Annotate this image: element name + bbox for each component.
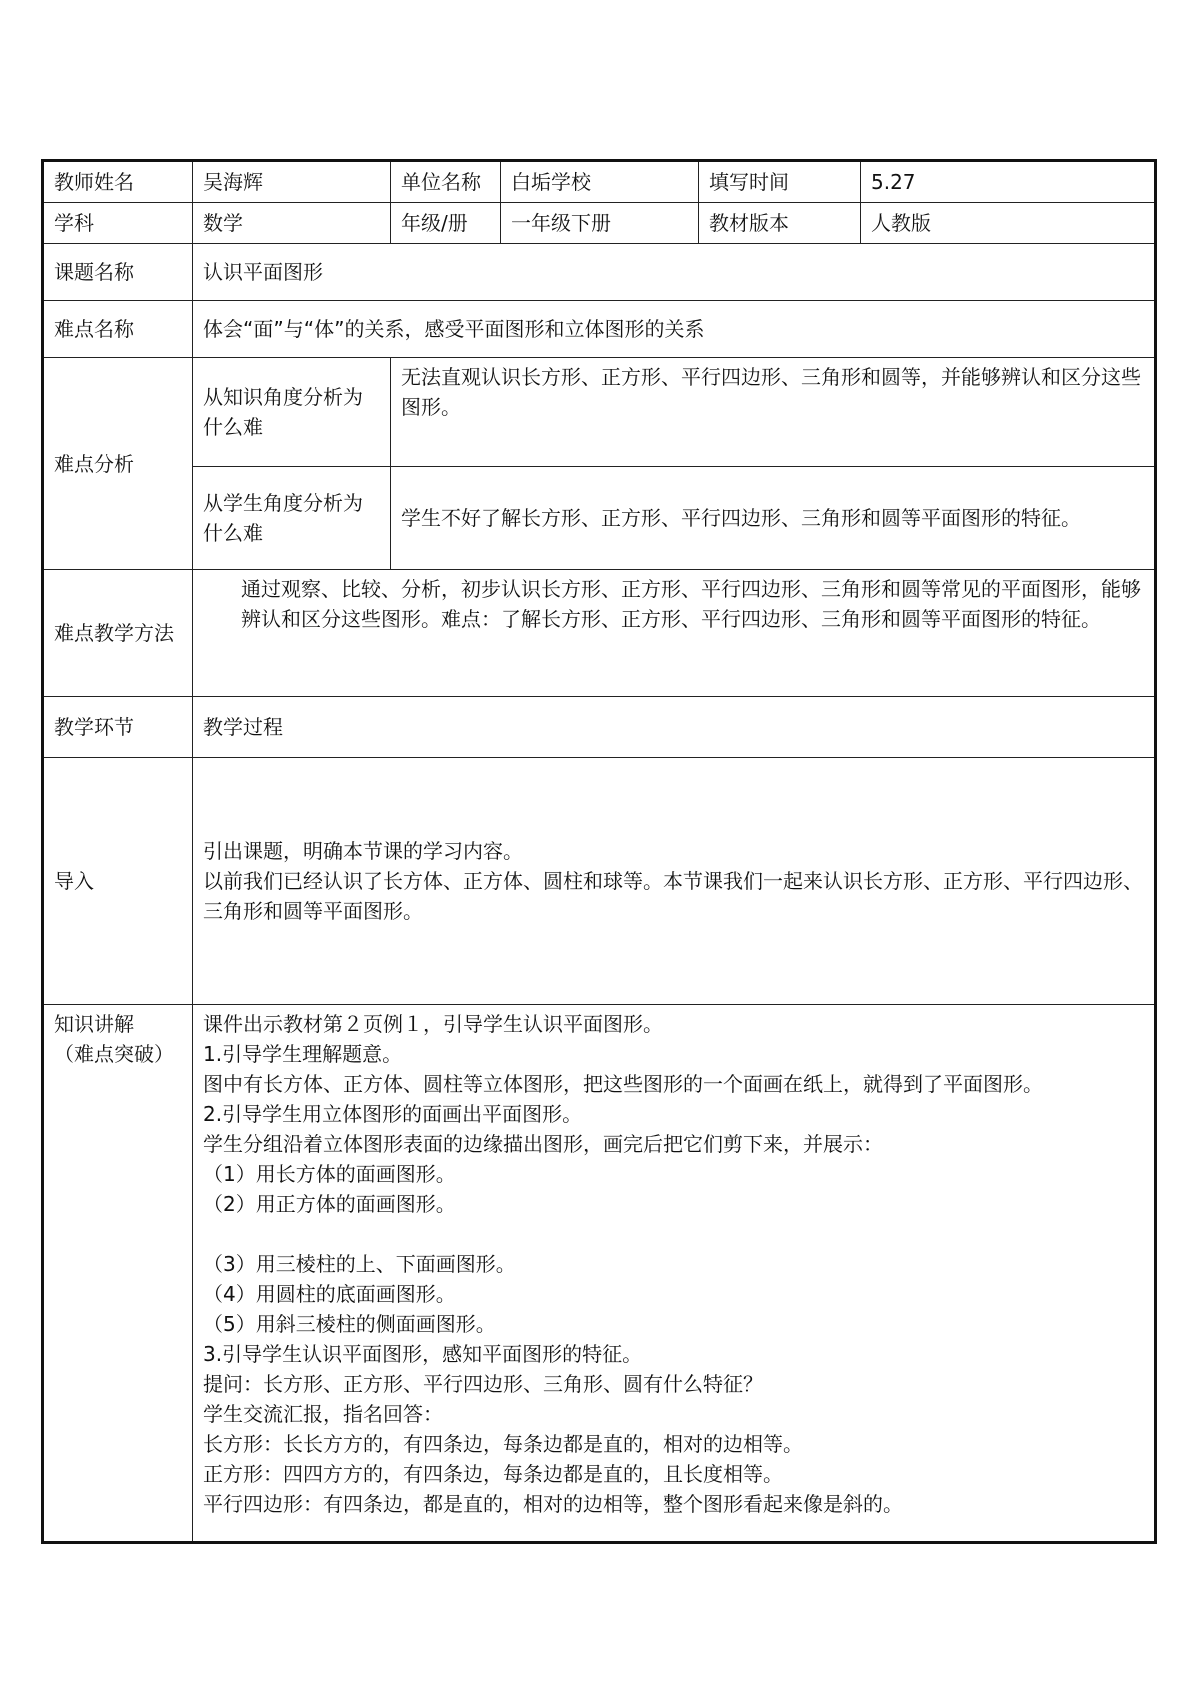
lecture-content [193,1005,1156,1543]
unit-label: 单位名称 [391,161,501,203]
lecture-line: （1）用长方体的面画图形。 [203,1162,456,1186]
analysis-knowledge-row [43,358,1156,467]
process-content-label: 教学过程 [193,697,1156,758]
lesson-plan-sheet [41,159,1154,1544]
subject-label: 学科 [43,203,193,244]
intro-line: 以前我们已经认识了长方体、正方体、圆柱和球等。本节课我们一起来认识长方形、正方形、平行四边形、三角形和圆等平面图形。 [203,869,1143,923]
lecture-line: 学生分组沿着立体图形表面的边缘描出图形，画完后把它们剪下来，并展示： [203,1132,883,1156]
date-label: 填写时间 [699,161,861,203]
lecture-line: 提问：长方形、正方形、平行四边形、三角形、圆有什么特征？ [203,1372,763,1396]
topic-value: 认识平面图形 [193,244,1156,301]
intro-line: 引出课题，明确本节课的学习内容。 [203,839,523,863]
lecture-line: 2.引导学生用立体图形的面画出平面图形。 [203,1102,583,1126]
edition-value: 人教版 [861,203,1156,244]
process-step-label: 教学环节 [43,697,193,758]
method-row [43,570,1156,697]
intro-label: 导入 [43,758,193,1005]
analysis-label: 难点分析 [43,358,193,570]
lecture-label [43,1005,193,1543]
lecture-line: 长方形：长长方方的，有四条边，每条边都是直的，相对的边相等。 [203,1432,803,1456]
process-header-row [43,697,1156,758]
lecture-line: （2）用正方体的面画图形。 [203,1192,456,1216]
method-value: 通过观察、比较、分析，初步认识长方形、正方形、平行四边形、三角形和圆等常见的平面图形，能够辨认和区分这些图形。难点：了解长方形、正方形、平行四边形、三角形和圆等平面图形的特征。 [193,570,1156,697]
unit-value: 白垢学校 [501,161,699,203]
difficulty-label: 难点名称 [43,301,193,358]
lecture-row [43,1005,1156,1543]
lecture-line: 课件出示教材第２页例１，引导学生认识平面图形。 [203,1012,663,1036]
lecture-line: 1.引导学生理解题意。 [203,1042,403,1066]
lecture-blank-line [203,1219,1144,1249]
lecture-label-line2: （难点突破） [54,1042,174,1066]
student-angle-label: 从学生角度分析为什么难 [193,467,391,570]
lecture-line: （3）用三棱柱的上、下面画图形。 [203,1252,516,1276]
lecture-line: 3.引导学生认识平面图形，感知平面图形的特征。 [203,1342,643,1366]
knowledge-angle-value: 无法直观认识长方形、正方形、平行四边形、三角形和圆等，并能够辨认和区分这些图形。 [391,358,1156,467]
edition-label: 教材版本 [699,203,861,244]
header-row-1 [43,161,1156,203]
intro-row [43,758,1156,1005]
difficulty-value: 体会“面”与“体”的关系，感受平面图形和立体图形的关系 [193,301,1156,358]
subject-value: 数学 [193,203,391,244]
topic-row [43,244,1156,301]
date-value: 5.27 [861,161,1156,203]
teacher-label: 教师姓名 [43,161,193,203]
grade-value: 一年级下册 [501,203,699,244]
knowledge-angle-label: 从知识角度分析为什么难 [193,358,391,467]
topic-label: 课题名称 [43,244,193,301]
method-label: 难点教学方法 [43,570,193,697]
teacher-value: 吴海辉 [193,161,391,203]
lecture-line: 学生交流汇报，指名回答： [203,1402,443,1426]
student-angle-value: 学生不好了解长方形、正方形、平行四边形、三角形和圆等平面图形的特征。 [391,467,1156,570]
lecture-label-line1: 知识讲解 [54,1012,134,1036]
intro-content [193,758,1156,1005]
header-row-2 [43,203,1156,244]
lecture-line: 正方形：四四方方的，有四条边，每条边都是直的，且长度相等。 [203,1462,783,1486]
lecture-line: （5）用斜三棱柱的侧面画图形。 [203,1312,496,1336]
lecture-line: 图中有长方体、正方体、圆柱等立体图形，把这些图形的一个面画在纸上，就得到了平面图形。 [203,1072,1043,1096]
difficulty-row [43,301,1156,358]
lesson-plan-table [41,159,1157,1544]
analysis-student-row [43,467,1156,570]
grade-label: 年级/册 [391,203,501,244]
lecture-line: （4）用圆柱的底面画图形。 [203,1282,456,1306]
lecture-line: 平行四边形：有四条边，都是直的，相对的边相等，整个图形看起来像是斜的。 [203,1492,903,1516]
